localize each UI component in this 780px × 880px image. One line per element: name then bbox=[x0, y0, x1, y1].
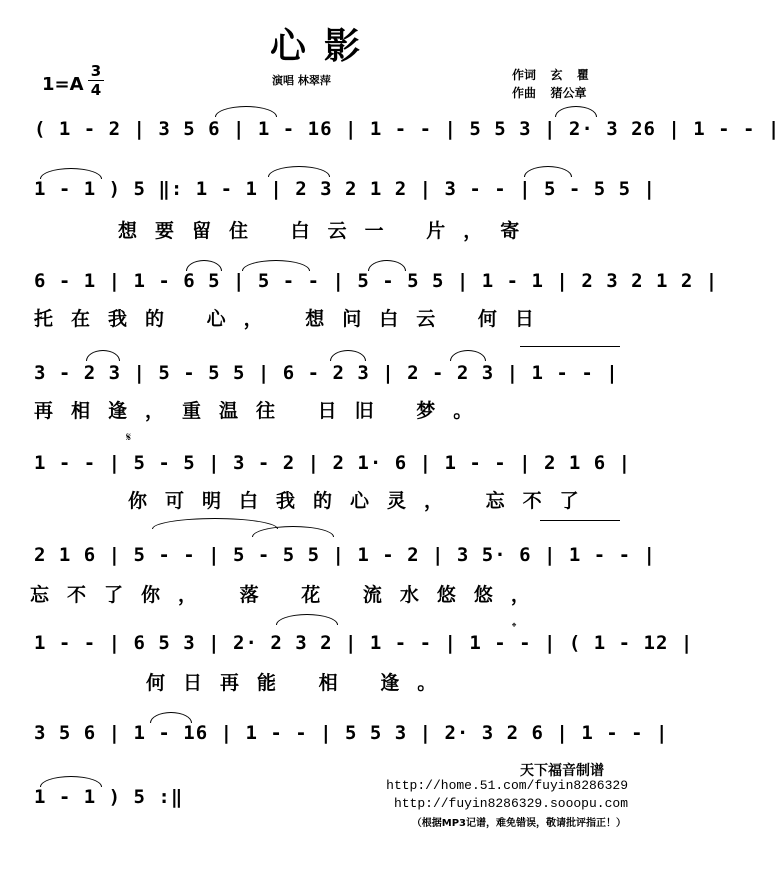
notes-system-6: 2 1 6 | 5 - - | 5 - 5 5 | 1 - 2 | 3 5· 6 | 1 - - | bbox=[34, 544, 656, 566]
notes-system-2: 1 - 1 ) 5 ‖: 1 - 1 | 2 3 2 1 2 | 3 - - | 5 - 5 5 | bbox=[34, 178, 656, 200]
lyrics-system-2: 想要留住 白云一 片，寄 bbox=[118, 220, 538, 242]
notes-system-3: 6 - 1 | 1 - 6 5 | 5 - - | 5 - 5 5 | 1 - 1 | 2 3 2 1 2 | bbox=[34, 270, 719, 292]
system-7 bbox=[0, 620, 694, 698]
composer: 作曲 猪公章 bbox=[512, 86, 587, 100]
footer-note: （根据MP3记谱，难免错误，敬请批评指正！） bbox=[411, 818, 626, 829]
slur bbox=[215, 106, 277, 117]
segno-sign-icon: 𝄋 bbox=[126, 430, 132, 444]
slur bbox=[330, 350, 366, 361]
continuation-line bbox=[520, 346, 620, 347]
coda-sign-icon: 𝄌 bbox=[512, 620, 517, 634]
slur bbox=[450, 350, 486, 361]
notes-system-1: ( 1 - 2 | 3 5 6 | 1 - 16 | 1 - - | 5 5 3 | 2· 3 26 | 1 - - | bbox=[34, 118, 780, 140]
continuation-line bbox=[540, 520, 620, 521]
system-6 bbox=[0, 540, 656, 610]
system-4 bbox=[0, 356, 648, 426]
slur bbox=[152, 518, 278, 529]
slur bbox=[150, 712, 192, 723]
slur bbox=[368, 260, 406, 271]
song-title: 心影 bbox=[269, 26, 378, 67]
slur bbox=[186, 260, 222, 271]
system-2 bbox=[0, 172, 656, 242]
time-top: 3 bbox=[90, 62, 102, 80]
singer: 演唱 林翠萍 bbox=[272, 74, 331, 87]
slur bbox=[555, 106, 597, 117]
lyrics-system-4: 再相逢，重温往 日旧 梦。 bbox=[34, 400, 491, 422]
time-signature bbox=[88, 62, 104, 99]
lyricist: 作词 玄 瞿 bbox=[512, 68, 589, 82]
key-signature: 1=A bbox=[42, 74, 84, 95]
notes-system-4: 3 - 2 3 | 5 - 5 5 | 6 - 2 3 | 2 - 2 3 | 1 - - | bbox=[34, 362, 619, 384]
notes-system-9: 1 - 1 ) 5 :‖ bbox=[34, 786, 184, 808]
slur bbox=[276, 614, 338, 625]
lyrics-system-7: 何日再能 相 逢。 bbox=[146, 672, 455, 694]
lyrics-system-3: 托在我的 心， 想问白云 何日 bbox=[34, 308, 552, 330]
slur bbox=[242, 260, 310, 271]
footer-url-1[interactable]: http://home.51.com/fuyin8286329 bbox=[386, 778, 628, 793]
footer-maker: 天下福音制谱 bbox=[520, 763, 604, 779]
system-3 bbox=[0, 264, 719, 334]
notes-system-5: 1 - - | 5 - 5 | 3 - 2 | 2 1· 6 | 1 - - | 2 1 6 | bbox=[34, 452, 632, 474]
notes-system-7: 1 - - | 6 5 3 | 2· 2 3 2 | 1 - - | 1 - - | ( 1 - 12 | bbox=[34, 632, 694, 654]
footer-url-2[interactable]: http://fuyin8286329.sooopu.com bbox=[393, 796, 628, 811]
lyrics-system-5: 你可明白我的心灵， 忘不了 bbox=[128, 490, 597, 512]
lyrics-system-6: 忘不了你， 落 花 流水悠悠， bbox=[30, 584, 548, 606]
notes-system-8: 3 5 6 | 1 - 16 | 1 - - | 5 5 3 | 2· 3 2 6 | 1 - - | bbox=[34, 722, 669, 744]
time-bottom: 4 bbox=[90, 81, 102, 99]
system-5 bbox=[0, 430, 648, 518]
slur bbox=[86, 350, 120, 361]
